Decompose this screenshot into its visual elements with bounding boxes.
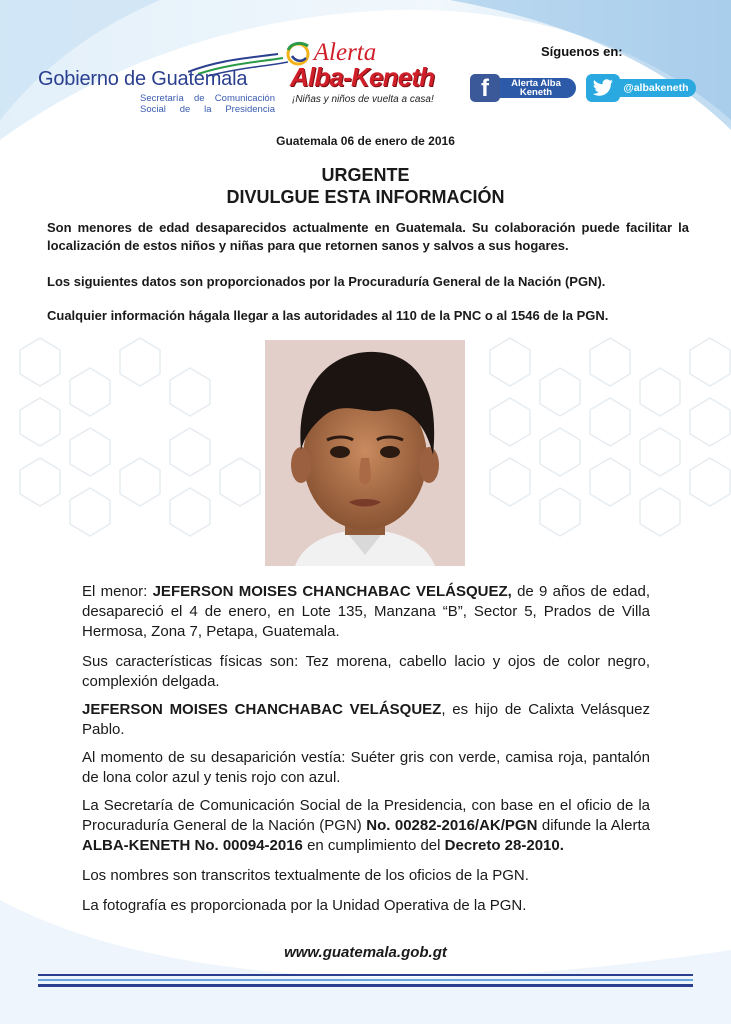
- clothing-paragraph: Al momento de su desaparición vestía: Suéter gris con verde, camisa roja, pantalón de lona color azul y tenis rojo con azul.: [82, 749, 650, 786]
- facebook-link[interactable]: [470, 74, 578, 102]
- parent-paragraph: JEFERSON MOISES CHANCHABAC VELÁSQUEZ, es hijo de Calixta Velásquez Pablo.: [82, 701, 651, 738]
- alert-name: Alba-Keneth: [290, 62, 435, 92]
- intro-paragraph: Son menores de edad desaparecidos actualmente en Guatemala. Su colaboración puede facilitar la localización de estos niños y niñas para que retornen sanos y salvos a sus hogares.: [47, 220, 689, 253]
- twitter-handle: @albakeneth: [616, 79, 696, 97]
- decree-number: Decreto 28-2010.: [444, 837, 564, 854]
- legal-basis-paragraph: La Secretaría de Comunicación Social de la Presidencia, con base en el oficio de la Procuraduría General de la Nación (PGN) No. 00282-2016/AK/PGN difunde la Alerta ALBA-KENETH No. 00094-2016 en cumplimiento del Decreto 28-2010.: [82, 797, 650, 854]
- headline-divulge: DIVULGUE ESTA INFORMACIÓN: [226, 187, 505, 207]
- pgn-reference: No. 00282-2016/AK/PGN: [366, 817, 538, 834]
- government-logo: [38, 40, 283, 115]
- child-name-repeat: JEFERSON MOISES CHANCHABAC VELÁSQUEZ: [82, 701, 442, 718]
- child-name: JEFERSON MOISES CHANCHABAC VELÁSQUEZ,: [152, 583, 512, 600]
- alert-word: Alerta: [313, 39, 377, 66]
- missing-child-photo: [265, 340, 465, 566]
- twitter-icon: [586, 74, 620, 102]
- alert-tagline: ¡Niñas y niños de vuelta a casa!: [292, 94, 434, 105]
- contact-paragraph: Cualquier información hágala llegar a las autoridades al 110 de la PNC o al 1546 de la PGN.: [47, 308, 609, 323]
- names-note: Los nombres son transcritos textualmente de los oficios de la PGN.: [82, 867, 529, 884]
- secretariat-line-2: Social de la Presidencia: [140, 104, 275, 115]
- photo-note: La fotografía es proporcionada por la Unidad Operativa de la PGN.: [82, 897, 527, 914]
- twitter-link[interactable]: [586, 74, 696, 102]
- headline: [0, 164, 731, 208]
- headline-urgent: URGENTE: [321, 165, 410, 185]
- alert-number: ALBA-KENETH No. 00094-2016: [82, 837, 303, 854]
- website-link[interactable]: www.guatemala.gob.gt: [284, 944, 447, 961]
- secretariat-line-1: Secretaría de Comunicación: [140, 93, 275, 104]
- source-paragraph: Los siguientes datos son proporcionados por la Procuraduría General de la Nación (PGN).: [47, 274, 606, 289]
- facebook-icon: f: [470, 74, 500, 102]
- date-line: Guatemala 06 de enero de 2016: [276, 134, 455, 148]
- facebook-label: Alerta Alba Keneth: [496, 78, 576, 98]
- footer-divider: [38, 974, 693, 988]
- follow-us-label: Síguenos en:: [541, 44, 623, 59]
- child-description-paragraph: El menor: JEFERSON MOISES CHANCHABAC VELÁSQUEZ, de 9 años de edad, desapareció el 4 de enero, en Lote 135, Manzana “B”, Sector 5, Prados de Villa Hermosa, Zona 7, Petapa, Guatemala.: [82, 583, 650, 640]
- alba-keneth-logo: [290, 40, 440, 112]
- physical-characteristics-paragraph: Sus características físicas son: Tez morena, cabello lacio y ojos de color negro, complexión delgada.: [82, 653, 650, 690]
- government-name: Gobierno de Guatemala: [38, 68, 248, 90]
